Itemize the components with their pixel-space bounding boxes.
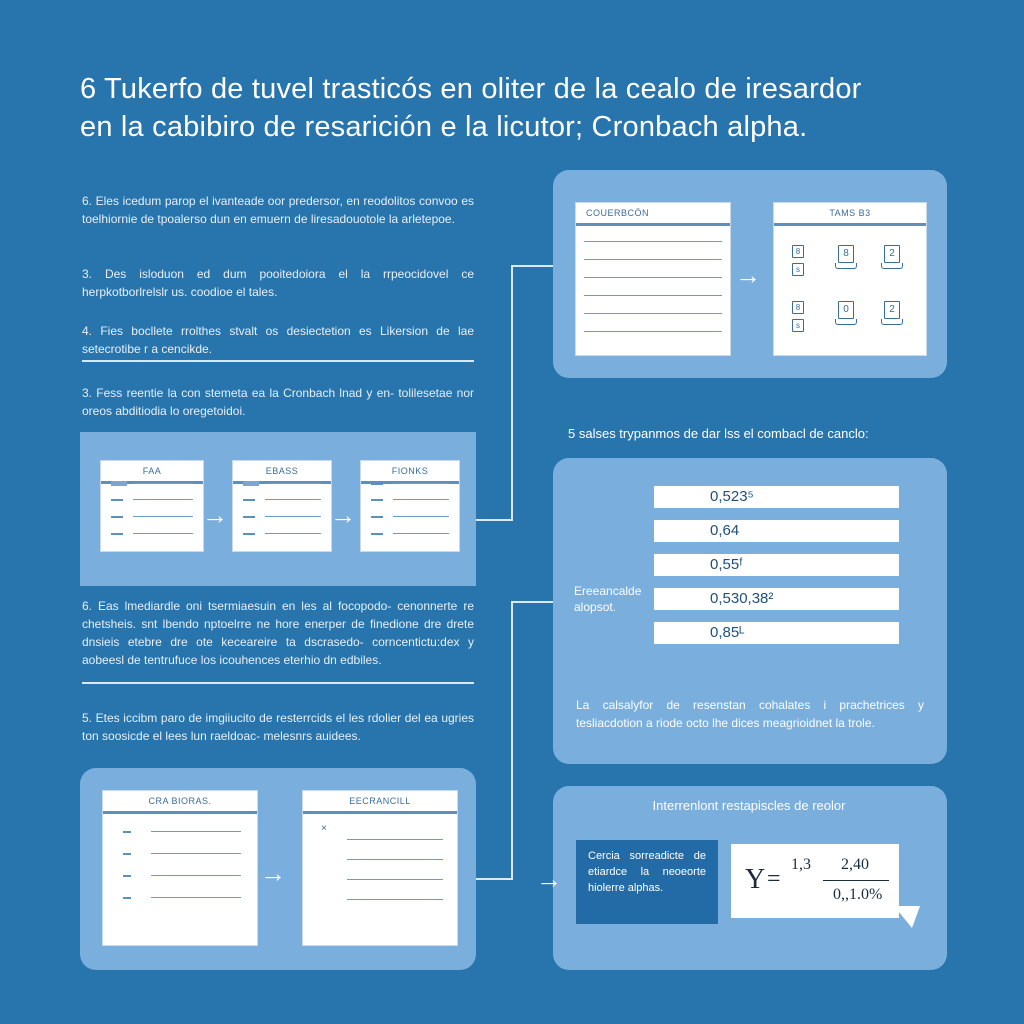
connector-line bbox=[511, 265, 513, 521]
table-sheet bbox=[773, 202, 927, 356]
table-sheet-title: TAMS B3 bbox=[774, 203, 926, 226]
value-box-5: 0,85ᴸ bbox=[654, 622, 899, 644]
value-box-2: 0,64 bbox=[654, 520, 899, 542]
arrow-right-icon: → bbox=[536, 864, 562, 894]
digit-icon: 8 bbox=[792, 301, 804, 314]
divider-1 bbox=[82, 360, 474, 362]
flow2-doc-2 bbox=[302, 790, 458, 946]
formula-equals: = bbox=[767, 866, 781, 892]
digit-icon: s bbox=[792, 263, 804, 276]
connector-line bbox=[511, 601, 513, 880]
flow1-doc-3-title: FIONKS bbox=[361, 461, 459, 484]
values-label: Ereeancalde alopsot. bbox=[574, 584, 642, 614]
title-line-2: en la cabibiro de resarición e la licutor; Cronbach alpha. bbox=[80, 111, 808, 143]
value-box-1: 0,523⁵ bbox=[654, 486, 899, 508]
interpretation-note: Cercia sorreadicte de etiardce la neoeorte hiolerre alphas. bbox=[576, 840, 718, 924]
title-line-1: 6 Tukerfo de tuvel trasticós en oliter de la cealo de iresardor bbox=[80, 73, 862, 105]
close-mark-icon: × bbox=[321, 823, 327, 834]
connector-line bbox=[476, 878, 512, 880]
digit-icon: 8 bbox=[792, 245, 804, 258]
alpha-formula bbox=[731, 844, 899, 918]
divider-2 bbox=[82, 682, 474, 684]
value-box-3: 0,55ᶠ bbox=[654, 554, 899, 576]
flow1-doc-1 bbox=[100, 460, 204, 552]
connector-line bbox=[511, 601, 553, 603]
values-description: La calsalyfor de resenstan cohalates i prachetrices y tesliacdotion a riode octo lhe dices meagrioidnet la trole. bbox=[576, 698, 924, 730]
arrow-right-icon: → bbox=[330, 500, 356, 530]
fraction-bar bbox=[823, 880, 889, 881]
flow1-doc-3 bbox=[360, 460, 460, 552]
arrow-right-icon: → bbox=[202, 500, 228, 530]
coding-sheet bbox=[575, 202, 731, 356]
flow1-doc-2-title: EBASS bbox=[233, 461, 331, 484]
paragraph-2: 3. Des isloduon ed dum pooitedoiora el la rrpeocidovel ce herpkotborlrelslr us. coodioe el tales. bbox=[82, 267, 474, 299]
paragraph-5: 6. Eas lmediardle oni tsermiaesuin en les al focopodo- cenonnerte re chetsheis. snt lbendo nptoelrre ne hore enerper de finedione dre drete dnsieis etebre dre ote keceareire ta dscrasedo- corncentictu:dex y aobeesl de tentrufuce los icouhences eterhio dn edbiles. bbox=[82, 599, 474, 667]
digit-icon: s bbox=[792, 319, 804, 332]
flow1-doc-2 bbox=[232, 460, 332, 552]
values-heading: 5 salses trypanmos de dar lss el combacl de canclo: bbox=[568, 426, 869, 441]
digit-icon: 2 bbox=[884, 301, 900, 319]
formula-lhs: Y bbox=[745, 864, 766, 895]
digit-icon: 0 bbox=[838, 301, 854, 319]
formula-n1: 1,3 bbox=[791, 856, 811, 873]
arrow-right-icon: → bbox=[260, 858, 286, 888]
interpretation-heading: Interrenlont restapiscles de reolor bbox=[652, 798, 846, 813]
flow1-doc-1-title: FAA bbox=[101, 461, 203, 484]
paragraph-3: 4. Fies bocllete rrolthes stvalt os desiectetion es Likersion de lae setecrotibe r a cencikde. bbox=[82, 324, 474, 356]
formula-d2: 0,,1.0% bbox=[833, 886, 883, 903]
paragraph-1: 6. Eles icedum parop el ivanteade oor predersor, en reodolitos convoo es toelhiornie de tpoalerso dun en emuern de liresadouotole la arletepoe. bbox=[82, 194, 474, 226]
flow-panel-1 bbox=[80, 432, 476, 586]
flow-panel-2 bbox=[80, 768, 476, 970]
digit-icon: 8 bbox=[838, 245, 854, 263]
connector-line bbox=[476, 519, 512, 521]
arrow-right-icon: → bbox=[735, 260, 761, 290]
connector-line bbox=[511, 265, 553, 267]
paragraph-6: 5. Etes iccibm paro de imgiiucito de resterrcids el les rdolier del ea ugries ton soosicde el lees lun raeldoac- melesnrs auidees. bbox=[82, 711, 474, 743]
conversion-panel bbox=[553, 170, 947, 378]
digit-icon: 2 bbox=[884, 245, 900, 263]
flow2-doc-1 bbox=[102, 790, 258, 946]
page-title bbox=[80, 70, 980, 146]
paragraph-4: 3. Fess reentie la con stemeta ea la Cronbach lnad y en- tolilesetae nor oreos abditiodia lo oregetoidoi. bbox=[82, 386, 474, 418]
flow2-doc-2-title: EECRANCILL bbox=[303, 791, 457, 814]
formula-n2: 2,40 bbox=[841, 856, 869, 873]
flow2-doc-1-title: CRA BIORAS. bbox=[103, 791, 257, 814]
value-box-4: 0,530,38² bbox=[654, 588, 899, 610]
coding-sheet-title: COUERBCÖN bbox=[576, 203, 730, 226]
